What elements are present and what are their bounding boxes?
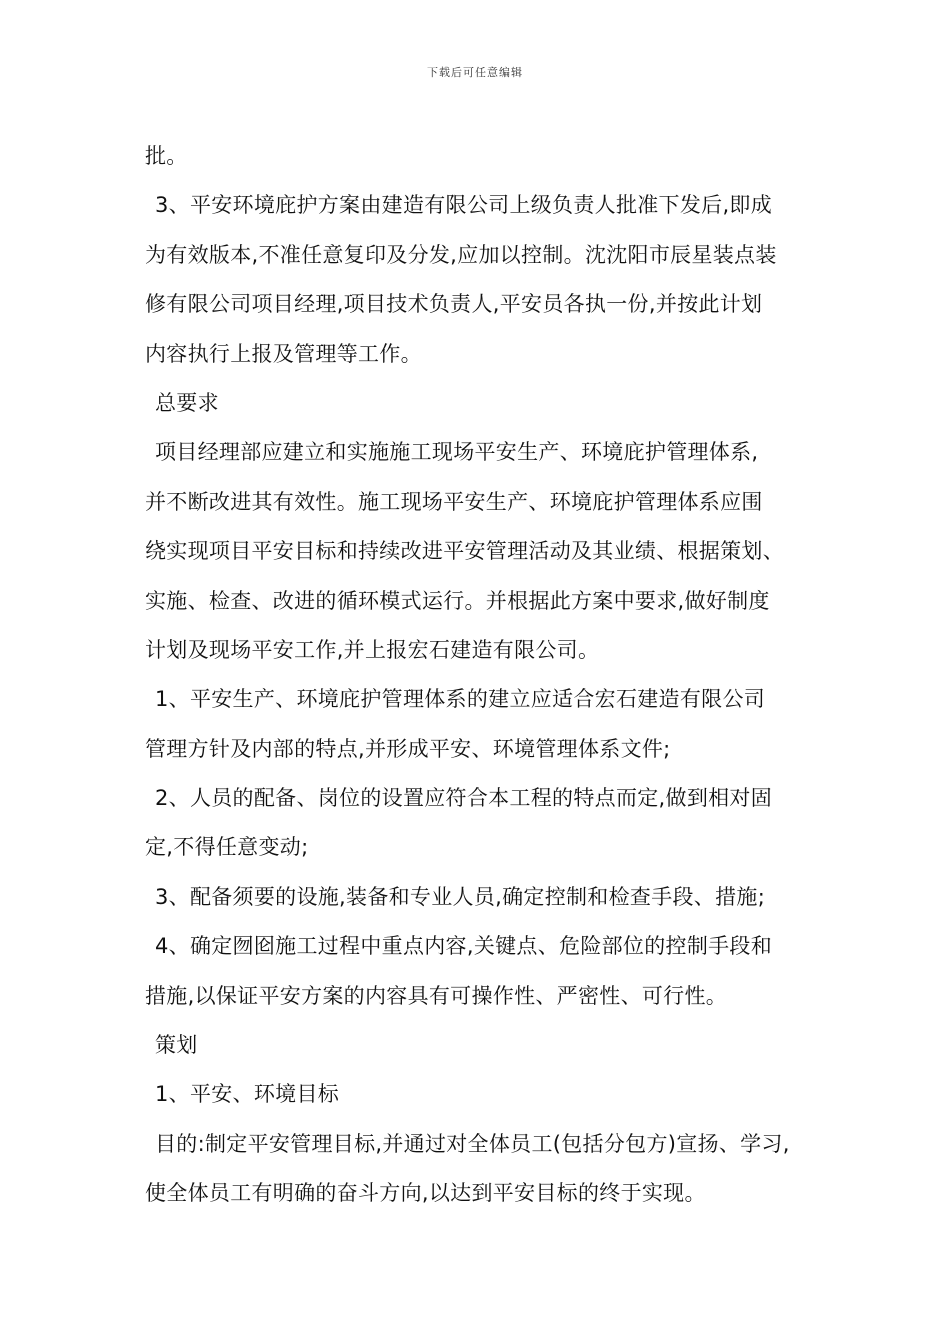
- text-line: 4、确定囫囵施工过程中重点内容,关键点、危险部位的控制手段和: [155, 934, 773, 959]
- text-line: 内容执行上报及管理等工作。: [145, 341, 422, 366]
- text-line: 计划及现场平安工作,并上报宏石建造有限公司。: [145, 637, 600, 662]
- text-line: 项目经理部应建立和实施施工现场平安生产、环境庇护管理体系,: [155, 440, 759, 465]
- text-line: 总要求: [155, 390, 219, 415]
- text-line: 目的:制定平安管理目标,并通过对全体员工(包括分包方)宣扬、学习,: [155, 1131, 790, 1156]
- text-line: 使全体员工有明确的奋斗方向,以达到平安目标的终于实现。: [145, 1181, 706, 1206]
- text-line: 3、配备须要的设施,装备和专业人员,确定控制和检查手段、措施;: [155, 884, 766, 909]
- text-line: 1、平安、环境目标: [155, 1082, 340, 1107]
- text-line: 定,不得任意变动;: [145, 835, 309, 860]
- page-header: 下载后可任意编辑: [427, 66, 523, 79]
- text-line: 管理方针及内部的特点,并形成平安、环境管理体系文件;: [145, 736, 671, 761]
- text-line: 2、人员的配备、岗位的设置应符合本工程的特点而定,做到相对固: [155, 786, 773, 811]
- text-line: 实施、检查、改进的循环模式运行。并根据此方案中要求,做好制度: [145, 588, 770, 613]
- text-line: 策划: [155, 1033, 198, 1058]
- text-line: 并不断改进其有效性。施工现场平安生产、环境庇护管理体系应围: [145, 489, 763, 514]
- text-line: 为有效版本,不准任意复印及分发,应加以控制。沈沈阳市辰星装点装: [145, 242, 777, 267]
- text-line: 绕实现项目平安目标和持续改进平安管理活动及其业绩、根据策划、: [145, 539, 784, 564]
- text-line: 措施,以保证平安方案的内容具有可操作性、严密性、可行性。: [145, 983, 728, 1008]
- text-line: 批。: [145, 144, 188, 168]
- text-line: 1、平安生产、环境庇护管理体系的建立应适合宏石建造有限公司: [155, 687, 766, 712]
- text-line: 修有限公司项目经理,项目技术负责人,平安员各执一份,并按此计划: [145, 292, 763, 317]
- document-body: [145, 132, 817, 1219]
- text-line: 3、平安环境庇护方案由建造有限公司上级负责人批准下发后,即成: [155, 193, 773, 218]
